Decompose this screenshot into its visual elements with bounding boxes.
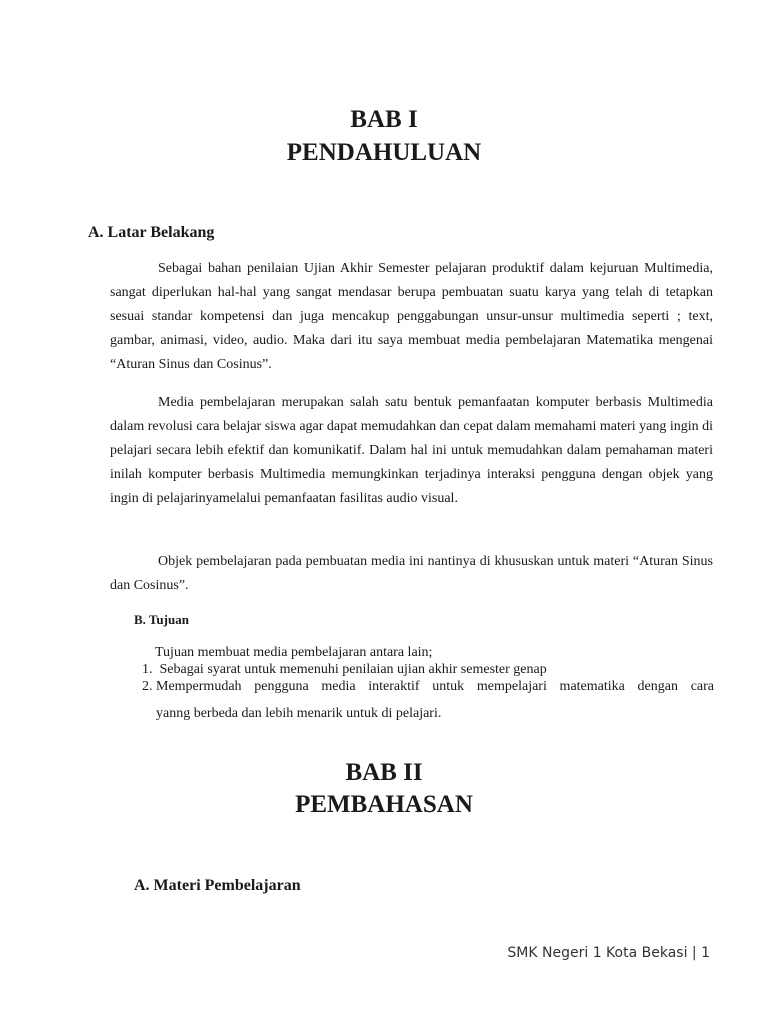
paragraph-latar-1: Sebagai bahan penilaian Ujian Akhir Semester pelajaran produktif dalam kejuruan Multimedia, sangat diperlukan hal-hal yang sangat mendasar berupa pembuatan suatu karya yang telah di tetapkan sesuai standar kompetensi dan juga mencakup penggabungan unsur-unsur multimedia seperti ; text, gambar, animasi, video, audio. Maka dari itu saya membuat media pembelajaran Matematika mengenai “Aturan Sinus dan Cosinus”. [110,261,713,372]
section-heading-materi: A. Materi Pembelajaran [134,877,301,894]
paragraph-latar-2: Media pembelajaran merupakan salah satu bentuk pemanfaatan komputer berbasis Multimedia dalam revolusi cara belajar siswa agar dapat memudahkan dan cepat dalam memahami materi yang ingin di pelajari secara lebih efektif dan komunikatif. Dalam hal ini untuk memudahkan dalam pemahaman materi inilah komputer berbasis Multimedia memungkinkan terjadinya interaksi pengguna dengan objek yang ingin di pelajarinyamelalui pemanfaatan fasilitas audio visual. [110,395,713,506]
section-heading-tujuan: B. Tujuan [134,612,189,627]
page-footer: SMK Negeri 1 Kota Bekasi | 1 [507,945,710,961]
chapter-title-name: PEMBAHASAN [295,791,473,818]
section-heading-latar-belakang: A. Latar Belakang [88,224,215,241]
chapter-title-number: BAB I [350,106,418,133]
list-item-text: Sebagai syarat untuk memenuhi penilaian ujian akhir semester genap [159,662,547,677]
list-item [142,675,714,726]
chapter-title-name: PENDAHULUAN [286,139,482,166]
chapter-title-number: BAB II [345,759,423,786]
list-item-number: 1. [142,662,153,677]
tujuan-intro: Tujuan membuat media pembelajaran antara lain; [155,645,433,660]
list-item-text: Mempermudah pengguna media interaktif untuk mempelajari matematika dengan cara [156,679,714,694]
list-item-number: 2. [142,679,153,694]
paragraph-latar-3: Objek pembelajaran pada pembuatan media ini nantinya di khususkan untuk materi “Aturan Sinus dan Cosinus”. [110,554,713,593]
list-item-text-continued: yanng berbeda dan lebih menarik untuk di pelajari. [156,706,442,721]
